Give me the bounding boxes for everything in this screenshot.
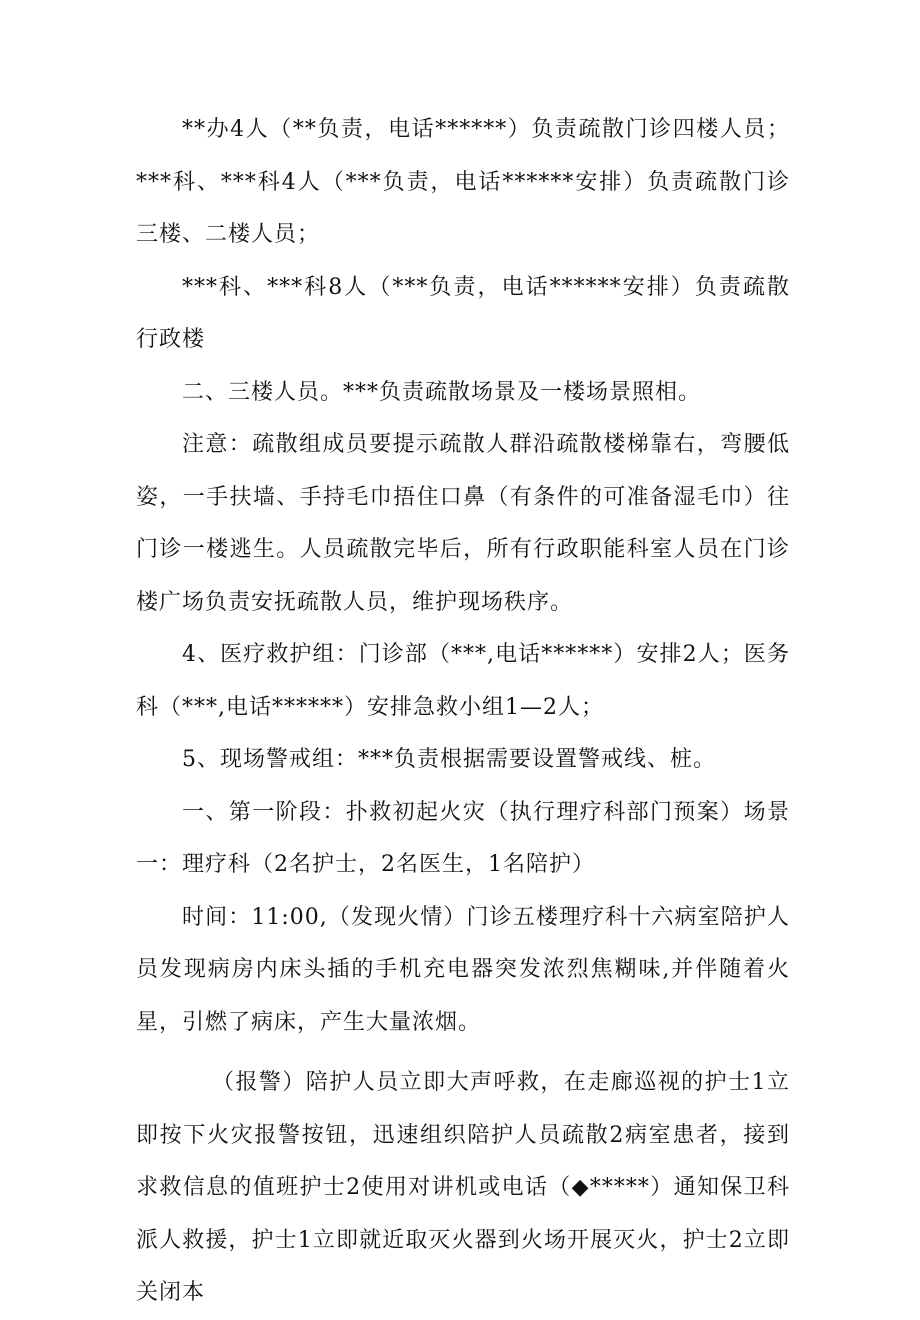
paragraph-security-team: 5、现场警戒组：***负责根据需要设置警戒线、桩。 bbox=[182, 747, 716, 772]
paragraph-photography: 二、三楼人员。***负责疏散场景及一楼场景照相。 bbox=[182, 379, 702, 405]
paragraph-medical-team: 4、医疗救护组：门诊部（***,电话******）安排2人；医务科（***,电话******）安排急救小组1—2人； bbox=[136, 642, 790, 720]
paragraph-admin-building: ***科、***科8人（***负责，电话******安排）负责疏散行政楼 bbox=[136, 274, 790, 352]
document-body bbox=[136, 104, 790, 1320]
paragraph-alarm: （报警）陪护人员立即大声呼救，在走廊巡视的护士1立即按下火灾报警按钮，迅速组织陪护人员疏散2病室患者，接到求救信息的值班护士2使用对讲机或电话（◆*****）通知保卫科派人救援，护士1立即就近取灭火器到火场开展灭火，护士2立即关闭本 bbox=[136, 1070, 790, 1305]
paragraph-time-discovery: 时间：11:00,（发现火情）门诊五楼理疗科十六病室陪护人员发现病房内床头插的手机充电器突发浓烈焦糊味,并伴随着火星，引燃了病床，产生大量浓烟。 bbox=[136, 904, 790, 1035]
paragraph-notice: 注意：疏散组成员要提示疏散人群沿疏散楼梯靠右，弯腰低姿，一手扶墙、手持毛巾捂住口鼻（有条件的可准备湿毛巾）往门诊一楼逃生。人员疏散完毕后，所有行政职能科室人员在门诊楼广场负责安抚疏散人员，维护现场秩序。 bbox=[136, 432, 790, 615]
paragraph-evacuation-teams: **办4人（**负责，电话******）负责疏散门诊四楼人员；***科、***科4人（***负责，电话******安排）负责疏散门诊三楼、二楼人员； bbox=[136, 117, 790, 247]
paragraph-stage-one: 一、第一阶段：扑救初起火灾（执行理疗科部门预案）场景一：理疗科（2名护士，2名医生，1名陪护） bbox=[136, 799, 790, 877]
